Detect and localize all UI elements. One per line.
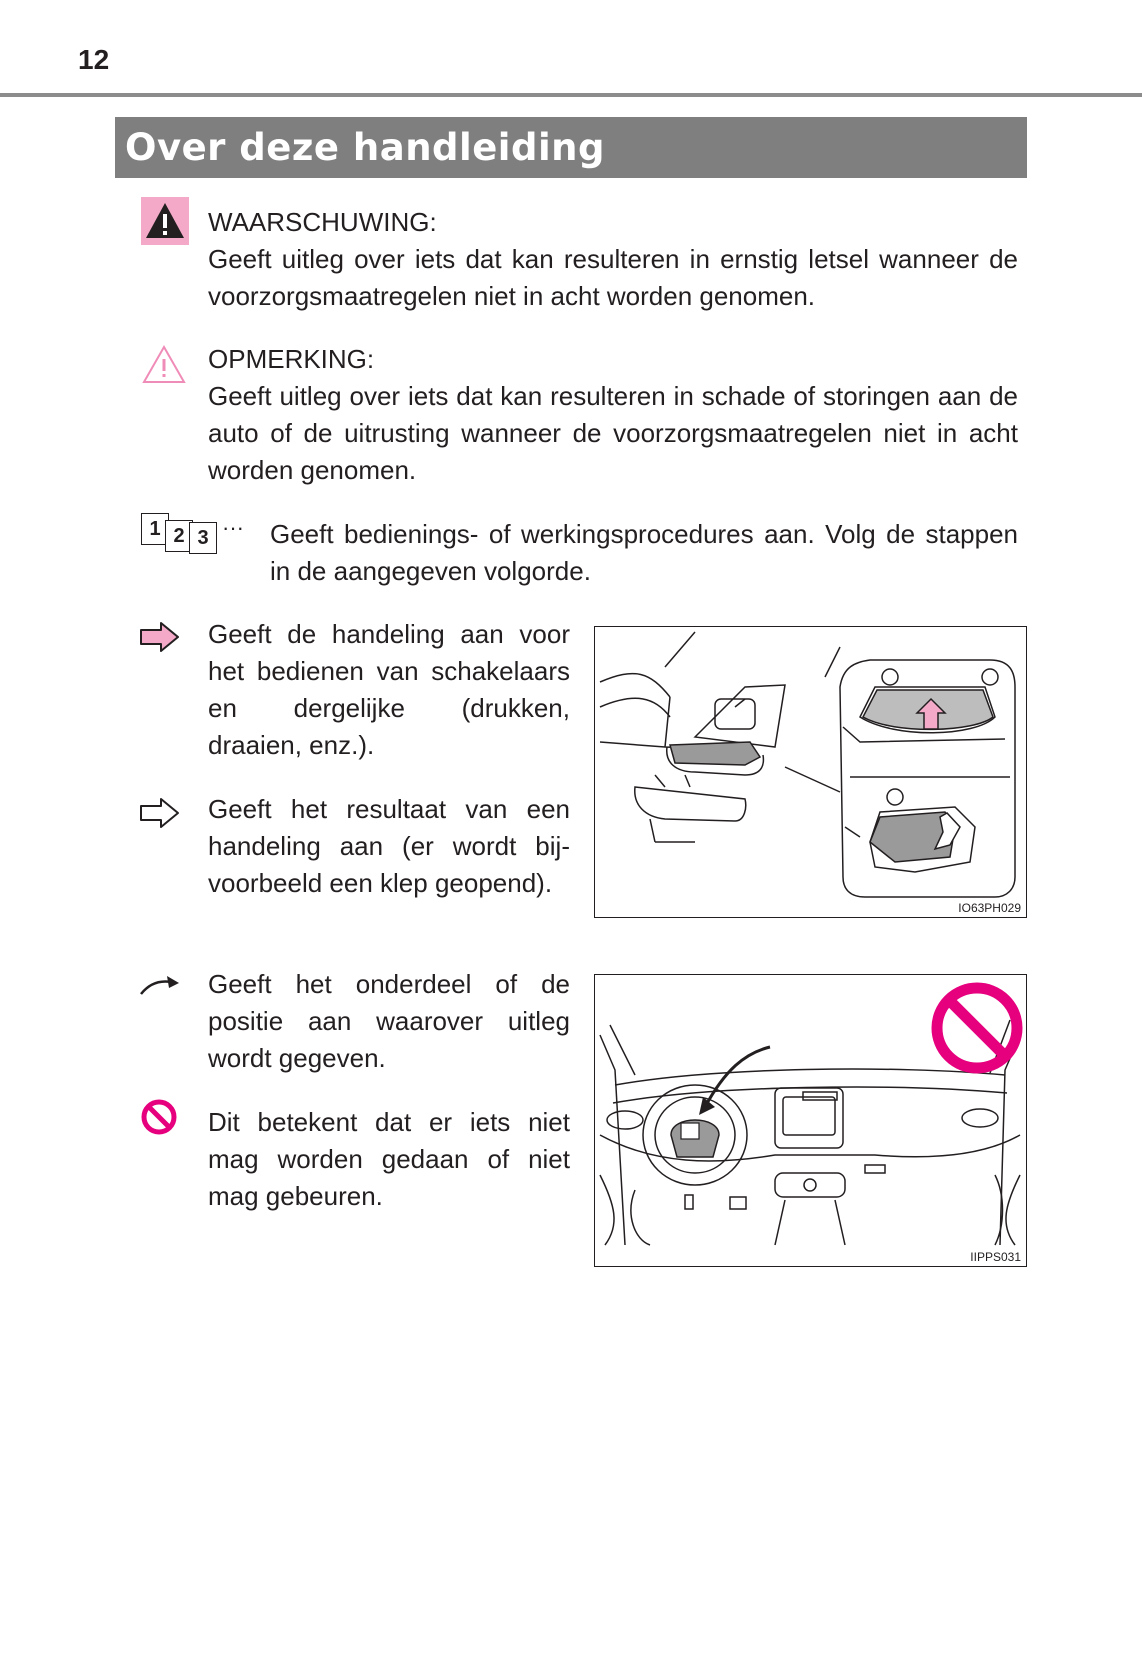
notice-block: [208, 341, 1018, 489]
curved-pointer-icon: [139, 974, 181, 998]
figure-code-1: IO63PH029: [958, 901, 1021, 915]
warning-block: [208, 204, 1018, 315]
page-number: 12: [78, 44, 110, 75]
dashboard-illustration: [595, 975, 1026, 1247]
outline-arrow-icon: [139, 797, 181, 829]
warning-label: WAARSCHUWING:: [208, 207, 437, 237]
legend-text-2: Geeft het resultaat van een handeling aan (er wordt bijvoorbeeld een klep geopend).: [208, 794, 570, 898]
warning-text: Geeft uitleg over iets dat kan resulteren in ernstig letsel wanneer de voorzorgsmaatregelen niet in acht worden genomen.: [208, 244, 1018, 311]
legend-text-1: Geeft de handeling aan voor het bedienen van schakelaars en dergelijke (drukken, draaien, enz.).: [208, 619, 570, 760]
step-box-3: 3: [189, 522, 217, 554]
pink-arrow-icon: [139, 621, 181, 653]
overhead-console-illustration: [595, 627, 1026, 899]
warning-outline-icon: [141, 344, 187, 384]
step-box-2: 2: [165, 520, 193, 552]
legend-text-4: Dit betekent dat er iets niet mag worden gedaan of niet mag gebeuren.: [208, 1107, 570, 1211]
steps-text: Geeft bedienings- of werkingsprocedures aan. Volg de stappen in de aangegeven volgorde.: [270, 519, 1018, 586]
section-title: Over deze handleiding: [125, 126, 605, 169]
section-title-bar: [115, 117, 1027, 178]
prohibited-icon: [140, 1098, 178, 1136]
notice-label: OPMERKING:: [208, 344, 375, 374]
warning-filled-icon: [141, 197, 189, 245]
figure-code-2: IIPPS031: [970, 1250, 1021, 1264]
figure-dashboard: [594, 974, 1027, 1267]
header-rule: [0, 93, 1142, 97]
figure-overhead-console: [594, 626, 1027, 918]
notice-text: Geeft uitleg over iets dat kan resulteren in schade of storingen aan de auto of de uitrusting wanneer de voorzorgsmaatregelen niet in acht worden genomen.: [208, 381, 1018, 485]
step-dots: ···: [222, 515, 244, 540]
step-numbers-icon: [141, 513, 257, 553]
legend-text-3: Geeft het onderdeel of de positie aan waarover uitleg wordt gegeven.: [208, 969, 570, 1073]
step-box-1: 1: [141, 513, 169, 545]
